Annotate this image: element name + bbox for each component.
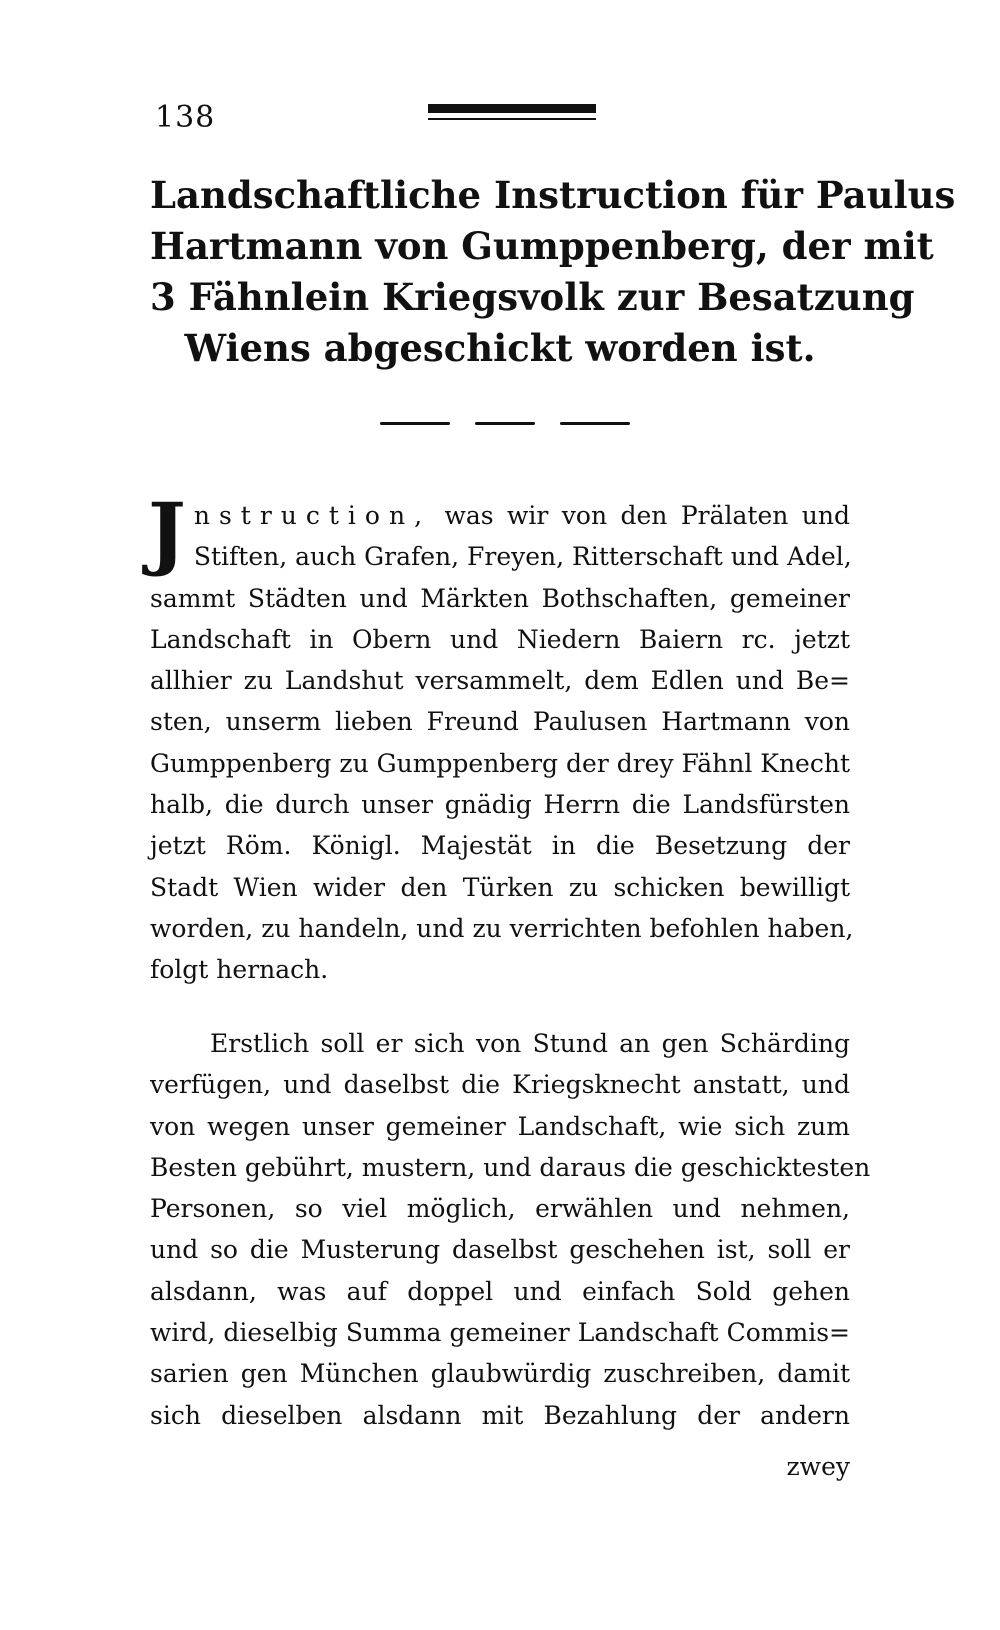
first-line-rest: was wir von den Prälaten und	[444, 501, 850, 530]
header-rule	[428, 104, 596, 120]
text-line: von wegen unser gemeiner Landschaft, wie sich zum	[150, 1111, 850, 1141]
chapter-title	[150, 170, 956, 374]
divider-segment	[380, 422, 450, 425]
text-line: Stiften, auch Grafen, Freyen, Ritterschaft und Adel,	[193, 542, 852, 572]
text-line: Erstlich soll er sich von Stund an gen Schärding	[210, 1029, 850, 1058]
title-line: Hartmann von Gumppenberg, der mit	[150, 224, 934, 268]
page-number: 138	[155, 100, 216, 135]
header-rule-thick	[428, 104, 596, 113]
ornamental-divider	[380, 420, 640, 428]
divider-segment	[475, 422, 535, 425]
header-rule-thin	[428, 118, 596, 120]
text-line: Stadt Wien wider den Türken zu schicken bewilligt	[150, 872, 850, 902]
first-word: nstruction,	[193, 501, 432, 530]
text-line: alsdann, was auf doppel und einfach Sold gehen	[150, 1276, 850, 1306]
text-line: Personen, so viel möglich, erwählen und nehmen,	[150, 1194, 850, 1224]
drop-cap: J	[148, 485, 186, 579]
text-line: allhier zu Landshut versammelt, dem Edlen und Be=	[150, 666, 850, 696]
text-line: Besten gebührt, mustern, und daraus die geschicktesten	[150, 1152, 871, 1182]
text-line	[150, 495, 850, 536]
paragraph-instruction	[148, 485, 854, 991]
text-line: Gumppenberg zu Gumppenberg der drey Fähnl Knecht	[150, 748, 850, 778]
text-line: sammt Städten und Märkten Bothschaften, gemeiner	[150, 583, 850, 613]
text-line: folgt hernach.	[150, 955, 329, 985]
text-line: verfügen, und daselbst die Kriegsknecht anstatt, und	[150, 1070, 850, 1100]
text-line: sten, unserm lieben Freund Paulusen Hartmann von	[150, 707, 850, 737]
text-line: sarien gen München glaubwürdig zuschreiben, damit	[150, 1359, 850, 1389]
title-line: Wiens abgeschickt worden ist.	[184, 326, 816, 370]
text-line: jetzt Röm. Königl. Majestät in die Besetzung der	[150, 831, 850, 861]
text-line: sich dieselben alsdann mit Bezahlung der andern	[150, 1400, 850, 1430]
text-line: halb, die durch unser gnädig Herrn die Landsfürsten	[150, 790, 850, 820]
text-line: und so die Musterung daselbst geschehen ist, soll er	[150, 1235, 850, 1265]
paragraph-erstlich	[150, 1023, 871, 1436]
text-line: Landschaft in Obern und Niedern Baiern rc. jetzt	[150, 624, 850, 654]
divider-segment	[560, 422, 630, 425]
catchword: zwey	[786, 1452, 850, 1481]
text-line: worden, zu handeln, und zu verrichten befohlen haben,	[150, 913, 854, 943]
title-line: 3 Fähnlein Kriegsvolk zur Besatzung	[150, 275, 915, 319]
title-line: Landschaftliche Instruction für Paulus	[150, 173, 956, 217]
text-line: wird, dieselbig Summa gemeiner Landschaft Commis=	[150, 1318, 850, 1348]
